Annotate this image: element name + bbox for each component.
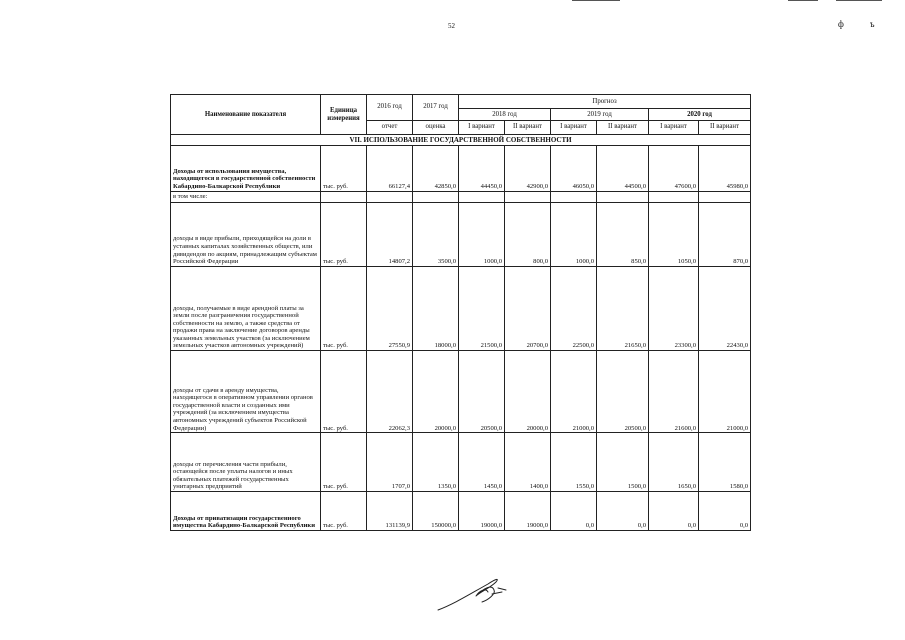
value-2019-v1: 1550,0: [551, 433, 597, 492]
value-2018-v2: 19000,0: [505, 491, 551, 530]
empty-cell: [321, 191, 367, 202]
header-2018-variant-2: II вариант: [505, 120, 551, 134]
value-2017-estimate: 42850,0: [413, 146, 459, 191]
header-2020-variant-1: I вариант: [649, 120, 699, 134]
header-2020: 2020 год: [649, 109, 751, 120]
row-name: Доходы от использования имущества, находящегося в государственной собственности Кабардино-Балкарской Республики: [171, 146, 321, 191]
scan-edge-line: [788, 0, 818, 1]
value-2017-estimate: 20000,0: [413, 350, 459, 432]
value-2019-v2: 0,0: [597, 491, 649, 530]
header-2018: 2018 год: [459, 109, 551, 120]
value-2017-estimate: 18000,0: [413, 266, 459, 350]
value-2017-estimate: 1350,0: [413, 433, 459, 492]
header-unit: Единица измерения: [321, 95, 367, 135]
header-2017: 2017 год: [413, 95, 459, 121]
value-2019-v2: 850,0: [597, 202, 649, 266]
value-2020-v2: 22430,0: [699, 266, 751, 350]
value-2019-v1: 1000,0: [551, 202, 597, 266]
row-unit: тыс. руб.: [321, 433, 367, 492]
value-2019-v1: 46050,0: [551, 146, 597, 191]
empty-cell: [649, 191, 699, 202]
value-2020-v1: 0,0: [649, 491, 699, 530]
value-2018-v1: 44450,0: [459, 146, 505, 191]
row-name: доходы в виде прибыли, приходящейся на доли в уставных капиталах хозяйственных обществ, или дивидендов по акциям, принадлежащим субъектам Российской Федерации: [171, 202, 321, 266]
value-2016-report: 131139,9: [367, 491, 413, 530]
value-2020-v2: 0,0: [699, 491, 751, 530]
table-row: [171, 266, 751, 350]
row-name: Доходы от приватизации государственного имущества Кабардино-Балкарской Республики: [171, 491, 321, 530]
section-title: VII. ИСПОЛЬЗОВАНИЕ ГОСУДАРСТВЕННОЙ СОБСТВЕННОСТИ: [171, 135, 751, 146]
empty-cell: [699, 191, 751, 202]
empty-cell: [597, 191, 649, 202]
row-unit: тыс. руб.: [321, 146, 367, 191]
header-2019-variant-2: II вариант: [597, 120, 649, 134]
state-property-table: [170, 94, 751, 531]
value-2016-report: 22062,3: [367, 350, 413, 432]
table-row: [171, 350, 751, 432]
value-2019-v2: 44500,0: [597, 146, 649, 191]
value-2018-v2: 42900,0: [505, 146, 551, 191]
row-unit: тыс. руб.: [321, 266, 367, 350]
row-unit: тыс. руб.: [321, 202, 367, 266]
header-2018-variant-1: I вариант: [459, 120, 505, 134]
value-2018-v2: 800,0: [505, 202, 551, 266]
row-name: доходы от сдачи в аренду имущества, находящегося в оперативном управлении органов государственной власти и созданных ими учреждений (за исключением имущества автономных учреждений субъектов Российской Федерации): [171, 350, 321, 432]
corner-mark: ъ: [869, 19, 901, 29]
header-estimate: оценка: [413, 120, 459, 134]
table-row: [171, 491, 751, 530]
value-2018-v1: 21500,0: [459, 266, 505, 350]
empty-cell: [459, 191, 505, 202]
value-2016-report: 66127,4: [367, 146, 413, 191]
table-row: [171, 202, 751, 266]
header-report: отчет: [367, 120, 413, 134]
value-2019-v1: 21000,0: [551, 350, 597, 432]
table-row: [171, 433, 751, 492]
value-2019-v2: 21650,0: [597, 266, 649, 350]
value-2020-v2: 45980,0: [699, 146, 751, 191]
value-2020-v2: 870,0: [699, 202, 751, 266]
empty-cell: [505, 191, 551, 202]
empty-cell: [551, 191, 597, 202]
value-2019-v1: 22500,0: [551, 266, 597, 350]
value-2018-v1: 1000,0: [459, 202, 505, 266]
value-2017-estimate: 3500,0: [413, 202, 459, 266]
value-2020-v1: 23300,0: [649, 266, 699, 350]
value-2017-estimate: 150000,0: [413, 491, 459, 530]
handwritten-signature: [436, 574, 516, 614]
value-2016-report: 27550,9: [367, 266, 413, 350]
value-2020-v2: 21000,0: [699, 350, 751, 432]
header-2020-variant-2: II вариант: [699, 120, 751, 134]
value-2018-v1: 1450,0: [459, 433, 505, 492]
page-number: 52: [448, 22, 455, 30]
header-2016: 2016 год: [367, 95, 413, 121]
including-label: в том числе:: [171, 191, 321, 202]
scan-edge-line: [572, 0, 620, 1]
header-2019: 2019 год: [551, 109, 649, 120]
row-unit: тыс. руб.: [321, 350, 367, 432]
header-forecast: Прогноз: [459, 95, 751, 109]
value-2018-v1: 20500,0: [459, 350, 505, 432]
value-2018-v2: 20700,0: [505, 266, 551, 350]
empty-cell: [367, 191, 413, 202]
corner-mark: ф: [838, 19, 870, 29]
value-2018-v1: 19000,0: [459, 491, 505, 530]
row-name: доходы от перечисления части прибыли, остающейся после уплаты налогов и иных обязательных платежей государственных унитарных предприятий: [171, 433, 321, 492]
row-name: доходы, получаемые в виде арендной платы за земли после разграничения государственной собственности на землю, а также средства от продажи права на заключение договоров аренды указанных земельных участков (за исключением земельных участков автономных учреждений): [171, 266, 321, 350]
value-2018-v2: 20000,0: [505, 350, 551, 432]
value-2020-v1: 47600,0: [649, 146, 699, 191]
value-2019-v2: 1500,0: [597, 433, 649, 492]
value-2019-v1: 0,0: [551, 491, 597, 530]
row-unit: тыс. руб.: [321, 491, 367, 530]
value-2016-report: 14807,2: [367, 202, 413, 266]
header-indicator: Наименование показателя: [171, 95, 321, 135]
value-2020-v2: 1580,0: [699, 433, 751, 492]
header-2019-variant-1: I вариант: [551, 120, 597, 134]
value-2020-v1: 1650,0: [649, 433, 699, 492]
empty-cell: [413, 191, 459, 202]
value-2018-v2: 1400,0: [505, 433, 551, 492]
table-row: [171, 146, 751, 191]
value-2019-v2: 20500,0: [597, 350, 649, 432]
corner-marks: [838, 19, 901, 29]
value-2016-report: 1707,0: [367, 433, 413, 492]
scan-edge-line: [836, 0, 882, 1]
value-2020-v1: 21600,0: [649, 350, 699, 432]
value-2020-v1: 1050,0: [649, 202, 699, 266]
